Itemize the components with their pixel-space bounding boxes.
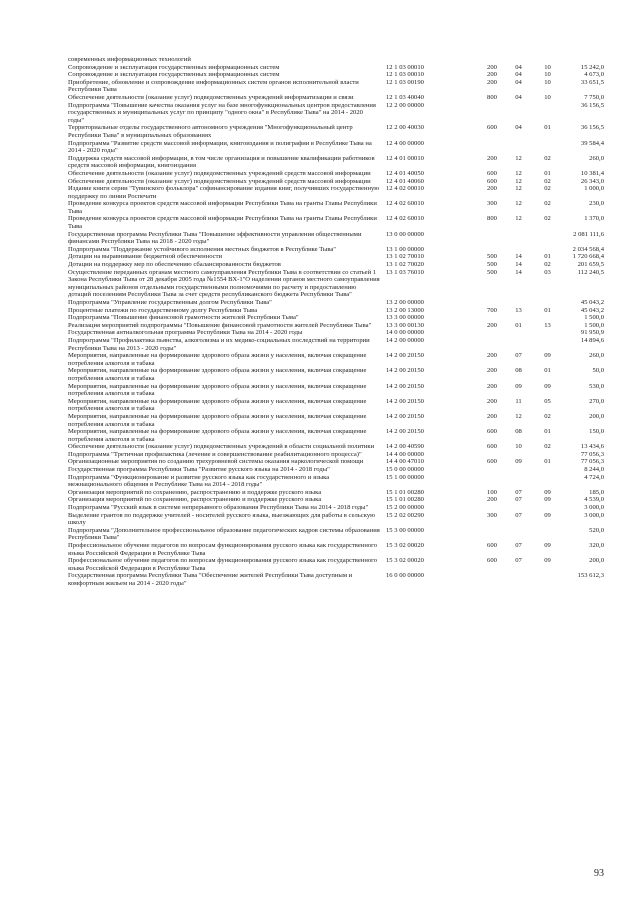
row-name: Государственная программа Республики Тыва "Обеспечение жителей Республики Тыва доступным и комфортным жильем на 2014 - 2020 годы": [68, 572, 353, 587]
expense-type: 200: [487, 397, 497, 405]
row-name: Территориальные отделы государственного автономного учреждения "Многофункциональный центр Республики Тыва" в муниципальных образованиях: [68, 124, 353, 139]
expense-type: 200: [487, 412, 497, 420]
table-row: [68, 269, 604, 299]
amount: 4 673,0: [584, 71, 604, 79]
row-name: Организация мероприятий по сохранению, распространению и поддержке русского языка: [68, 488, 322, 496]
row-name: Мероприятия, направленные на формирование здорового образа жизни у населения, включая сокращение потребления алкоголя и табака: [68, 397, 367, 413]
amount: 15 242,0: [580, 63, 604, 71]
table-row: [68, 572, 604, 587]
subsection-code: 01: [544, 124, 551, 132]
section-code: 12: [515, 154, 522, 162]
amount: 530,0: [589, 382, 604, 390]
subsection-code: 02: [544, 200, 551, 208]
target-article-code: 13 1 00 00000: [386, 245, 424, 253]
subsection-code: 09: [544, 542, 551, 549]
target-article-code: 15 2 00 00000: [386, 504, 424, 512]
row-name: Подпрограмма "Третичная профилактика (лечение и совершенствование реабилитационного процесса)": [68, 450, 362, 458]
amount: 3 000,0: [584, 511, 604, 519]
expense-type: 500: [487, 253, 497, 261]
target-article-code: 13 3 00 00000: [386, 314, 424, 322]
table-row: [68, 413, 604, 428]
subsection-code: 09: [544, 488, 551, 496]
table-row: [68, 329, 604, 337]
section-code: 08: [515, 367, 522, 375]
table-row: [68, 451, 604, 459]
amount: 1 370,0: [584, 215, 604, 223]
expense-type: 800: [487, 93, 497, 101]
table-row: [68, 504, 604, 512]
row-name: Государственная программа Республики Тыва "Повышение эффективности управления общественными финансами Республики Тыва на 2018 - 2020 годы": [68, 230, 362, 246]
row-name: Организационные мероприятия по созданию трехуровневой системы оказания наркологической помощи: [68, 458, 364, 466]
amount: 36 156,5: [580, 124, 604, 132]
table-row: [68, 246, 604, 254]
table-row: [68, 56, 604, 64]
amount: 36 156,5: [580, 101, 604, 109]
section-code: 12: [515, 169, 522, 177]
page-number: 93: [594, 868, 604, 879]
section-code: 04: [515, 124, 522, 132]
section-code: 10: [515, 443, 522, 451]
subsection-code: 02: [544, 215, 551, 223]
target-article-code: 15 3 00 00000: [386, 526, 424, 534]
section-code: 07: [515, 488, 522, 496]
table-row: [68, 140, 604, 155]
subsection-code: 10: [544, 93, 551, 101]
section-code: 04: [515, 78, 522, 86]
row-name: Подпрограмма "Функционирование и развитие русского языка как государственного и языка межнационального общения в Республике Тыва на 2014 - 2018 годы": [68, 473, 330, 489]
target-article-code: 13 3 00 00130: [386, 321, 424, 329]
section-code: 07: [515, 557, 522, 565]
amount: 14 894,6: [580, 336, 604, 344]
section-code: 04: [515, 71, 522, 79]
table-row: [68, 307, 604, 315]
row-name: Реализация мероприятий подпрограммы "Повышение финансовой грамотности жителей Республики Тыва": [68, 321, 372, 329]
row-name: Выделение грантов по поддержке учителей - носителей русского языка, выезжающих для работы в сельскую школу: [68, 511, 376, 527]
row-name: Процентные платежи по государственному долгу Республики Тыва: [68, 306, 258, 314]
target-article-code: 16 0 00 00000: [386, 572, 424, 580]
section-code: 11: [515, 397, 522, 405]
target-article-code: 14 2 00 20150: [386, 428, 424, 436]
row-name: Приобретение, обновление и сопровождение информационных систем органов исполнительной власти Республики Тыва: [68, 78, 359, 94]
expense-type: 200: [487, 352, 497, 360]
expense-type: 200: [487, 63, 497, 71]
table-row: [68, 337, 604, 352]
subsection-code: 01: [544, 367, 551, 375]
target-article-code: 13 1 02 70020: [386, 261, 424, 269]
section-code: 07: [515, 352, 522, 360]
table-row: [68, 215, 604, 230]
amount: 2 081 111,6: [573, 230, 604, 238]
table-row: [68, 466, 604, 474]
expense-type: 700: [487, 306, 497, 314]
subsection-code: 01: [544, 253, 551, 261]
subsection-code: 02: [544, 412, 551, 420]
target-article-code: 14 0 00 00000: [386, 329, 424, 337]
section-code: 04: [515, 93, 522, 101]
section-code: 12: [515, 200, 522, 208]
amount: 26 343,0: [580, 177, 604, 185]
row-name: Сопровождение и эксплуатация государственных информационных систем: [68, 63, 280, 71]
target-article-code: 12 1 03 40040: [386, 93, 424, 101]
target-article-code: 12 1 03 00010: [386, 71, 424, 79]
target-article-code: 12 2 00 00000: [386, 101, 424, 109]
table-row: [68, 458, 604, 466]
amount: 200,0: [589, 557, 604, 565]
row-name: Подпрограмма "Управление государственным долгом Республики Тыва": [68, 299, 272, 306]
row-name: Подпрограмма "Дополнительное профессиональное образование педагогических кадров системы образования Республики Тыва": [68, 526, 380, 542]
table-row: [68, 322, 604, 330]
amount: 1 500,0: [584, 314, 604, 322]
row-name: Обеспечение деятельности (оказание услуг) подведомственных учреждений информатизации и связи: [68, 93, 354, 101]
expense-type: 200: [487, 71, 497, 79]
target-article-code: 15 3 02 00020: [386, 542, 424, 549]
target-article-code: 15 1 01 00280: [386, 488, 424, 496]
row-name: Подпрограмма "Профилактика пьянства, алкоголизма и их медико-социальных последствий на территории Республики Тыва на 2013 - 2020 годы": [68, 336, 370, 352]
expense-type: 600: [487, 124, 497, 132]
table-row: [68, 367, 604, 382]
row-name: Подпрограмма "Повышение качества оказания услуг на базе многофункциональных центров предоставления государственных и муниципальных услуг по принципу "одного окна" в Республике Тыва" на 2014 - 2020 годы": [68, 101, 376, 124]
section-code: 14: [515, 261, 522, 269]
row-name: Издание книги серии "Тувинского фольклора" софинансирование издания книг, получивших государственную поддержку по линии Роспечати: [68, 185, 380, 200]
budget-table: [68, 56, 604, 588]
section-code: 13: [515, 306, 522, 314]
target-article-code: 15 1 01 00280: [386, 496, 424, 504]
target-article-code: 13 0 00 00000: [386, 230, 424, 238]
amount: 230,0: [589, 200, 604, 208]
expense-type: 100: [487, 488, 497, 496]
row-name: Мероприятия, направленные на формирование здорового образа жизни у населения, включая сокращение потребления алкоголя и табака: [68, 367, 367, 382]
row-name: Профессиональное обучение педагогов по вопросам функционирования русского языка как государственного языка Российской Федерации в Республике Тыва: [68, 542, 378, 557]
table-row: [68, 352, 604, 367]
table-row: [68, 398, 604, 413]
section-code: 07: [515, 496, 522, 504]
amount: 50,0: [592, 367, 604, 375]
table-row: [68, 185, 604, 200]
table-row: [68, 155, 604, 170]
subsection-code: 01: [544, 428, 551, 436]
table-row: [68, 64, 604, 72]
amount: 1 500,0: [584, 321, 604, 329]
expense-type: 600: [487, 177, 497, 185]
target-article-code: 12 4 02 60010: [386, 200, 424, 208]
amount: 4 539,0: [584, 496, 604, 504]
table-row: [68, 489, 604, 497]
amount: 77 056,3: [580, 450, 604, 458]
expense-type: 600: [487, 169, 497, 177]
target-article-code: 14 4 00 00000: [386, 450, 424, 458]
section-code: 09: [515, 382, 522, 390]
subsection-code: 05: [544, 397, 551, 405]
amount: 45 043,2: [580, 306, 604, 314]
section-code: 12: [515, 185, 522, 193]
subsection-code: 10: [544, 78, 551, 86]
expense-type: 200: [487, 321, 497, 329]
row-name: Обеспечение деятельности (оказание услуг) подведомственных учреждений в области социальной политики: [68, 443, 375, 451]
subsection-code: 01: [544, 306, 551, 314]
row-name: Профессиональное обучение педагогов по вопросам функционирования русского языка как государственного языка Российской Федерации в Республике Тыва: [68, 557, 378, 572]
amount: 201 659,5: [577, 261, 604, 269]
amount: 8 244,0: [584, 466, 604, 474]
target-article-code: 12 4 01 00010: [386, 154, 424, 162]
expense-type: 300: [487, 511, 497, 519]
expense-type: 800: [487, 215, 497, 223]
amount: 45 043,2: [580, 299, 604, 306]
amount: 185,0: [589, 488, 604, 496]
subsection-code: 02: [544, 154, 551, 162]
target-article-code: 13 1 02 70010: [386, 253, 424, 261]
table-row: [68, 443, 604, 451]
amount: 112 240,5: [577, 268, 604, 276]
amount: 260,0: [589, 154, 604, 162]
row-name: Мероприятия, направленные на формирование здорового образа жизни у населения, включая сокращение потребления алкоголя и табака: [68, 352, 367, 367]
target-article-code: 14 2 00 20150: [386, 382, 424, 390]
target-article-code: 14 2 00 20150: [386, 397, 424, 405]
table-row: [68, 178, 604, 186]
subsection-code: 10: [544, 63, 551, 71]
section-code: 12: [515, 215, 522, 223]
section-code: 08: [515, 428, 522, 436]
target-article-code: 12 4 00 00000: [386, 139, 424, 147]
table-row: [68, 542, 604, 557]
amount: 520,0: [589, 526, 604, 534]
expense-type: 600: [487, 458, 497, 466]
section-code: 07: [515, 511, 522, 519]
section-code: 09: [515, 458, 522, 466]
subsection-code: 13: [544, 321, 551, 329]
table-row: [68, 102, 604, 125]
section-code: 12: [515, 177, 522, 185]
row-name: Обеспечение деятельности (оказание услуг) подведомственных учреждений средств массовой информации: [68, 177, 371, 185]
target-article-code: 15 2 02 00290: [386, 511, 424, 519]
expense-type: 200: [487, 382, 497, 390]
subsection-code: 02: [544, 185, 551, 193]
section-code: 14: [515, 268, 522, 276]
target-article-code: 14 2 00 20150: [386, 412, 424, 420]
expense-type: 200: [487, 496, 497, 504]
row-name: Дотации на поддержку мер по обеспечению сбалансированности бюджетов: [68, 261, 281, 269]
amount: 1 000,0: [584, 185, 604, 193]
amount: 200,0: [589, 412, 604, 420]
amount: 10 381,4: [580, 169, 604, 177]
section-code: 12: [515, 412, 522, 420]
target-article-code: 15 0 00 00000: [386, 466, 424, 474]
target-article-code: 12 4 02 00010: [386, 185, 424, 193]
target-article-code: 14 2 00 40590: [386, 443, 424, 451]
subsection-code: 01: [544, 458, 551, 466]
table-row: [68, 79, 604, 94]
expense-type: 200: [487, 154, 497, 162]
expense-type: 200: [487, 78, 497, 86]
table-row: [68, 94, 604, 102]
table-row: [68, 299, 604, 307]
table-row: [68, 527, 604, 542]
subsection-code: 09: [544, 496, 551, 504]
row-name: Подпрограмма "Русский язык в системе непрерывного образования Республики Тыва на 2014 - 2018 годы": [68, 504, 369, 512]
expense-type: 600: [487, 557, 497, 565]
amount: 7 750,0: [584, 93, 604, 101]
expense-type: 600: [487, 443, 497, 451]
row-name: Дотации на выравнивание бюджетной обеспеченности: [68, 253, 223, 261]
expense-type: 500: [487, 268, 497, 276]
amount: 1 720 668,4: [572, 253, 604, 261]
section-code: 14: [515, 253, 522, 261]
row-name: Подпрограмма "Повышение финансовой грамотности жителей Республики Тыва": [68, 314, 299, 322]
target-article-code: 12 4 01 40050: [386, 169, 424, 177]
table-row: [68, 170, 604, 178]
row-name: Организация мероприятий по сохранению, распространению и поддержке русского языка: [68, 496, 322, 504]
table-row: [68, 71, 604, 79]
target-article-code: 12 4 01 40060: [386, 177, 424, 185]
row-name: Проведение конкурса проектов средств массовой информации Республики Тыва на гранты Главы Республики Тыва: [68, 215, 377, 231]
target-article-code: 14 2 00 00000: [386, 336, 424, 344]
subsection-code: 10: [544, 71, 551, 79]
target-article-code: 14 2 00 20150: [386, 352, 424, 360]
expense-type: 200: [487, 367, 497, 375]
expense-type: 300: [487, 200, 497, 208]
expense-type: 200: [487, 185, 497, 193]
amount: 150,0: [589, 428, 604, 436]
amount: 2 034 568,4: [572, 245, 604, 253]
target-article-code: 12 2 00 40030: [386, 124, 424, 132]
table-row: [68, 512, 604, 527]
table-row: [68, 496, 604, 504]
table-row: [68, 124, 604, 139]
row-name: Поддержка средств массовой информации, в том числе организация и повышение квалификации работников средств массовой информации, книгоиздания: [68, 154, 375, 170]
target-article-code: 15 1 00 00000: [386, 473, 424, 481]
target-article-code: 12 4 02 60010: [386, 215, 424, 223]
target-article-code: 13 2 00 13000: [386, 306, 424, 314]
amount: 91 950,9: [580, 329, 604, 337]
table-row: [68, 231, 604, 246]
row-name: Мероприятия, направленные на формирование здорового образа жизни у населения, включая сокращение потребления алкоголя и табака: [68, 428, 367, 443]
subsection-code: 02: [544, 443, 551, 451]
amount: 39 584,4: [580, 139, 604, 147]
amount: 270,0: [589, 397, 604, 405]
section-code: 07: [515, 542, 522, 549]
row-name: Сопровождение и эксплуатация государственных информационных систем: [68, 71, 280, 79]
subsection-code: 09: [544, 511, 551, 519]
subsection-code: 09: [544, 352, 551, 360]
amount: 153 612,3: [577, 572, 604, 580]
row-name: современных информационных технологий: [68, 56, 191, 63]
row-name: Обеспечение деятельности (оказание услуг) подведомственных учреждений средств массовой информации: [68, 169, 371, 177]
subsection-code: 03: [544, 268, 551, 276]
target-article-code: 12 1 03 00190: [386, 78, 424, 86]
row-name: Мероприятия, направленные на формирование здорового образа жизни у населения, включая сокращение потребления алкоголя и табака: [68, 412, 367, 428]
row-name: Подпрограмма "Развитие средств массовой информации, книгоиздания и полиграфии в Республике Тыва на 2014 - 2020 годы": [68, 139, 372, 155]
table-row: [68, 253, 604, 261]
amount: 4 724,0: [584, 473, 604, 481]
target-article-code: 14 4 00 47010: [386, 458, 424, 466]
table-row: [68, 261, 604, 269]
amount: 33 651,5: [580, 78, 604, 86]
subsection-code: 02: [544, 261, 551, 269]
target-article-code: 13 1 03 76010: [386, 268, 424, 276]
amount: 260,0: [589, 352, 604, 360]
row-name: Государственная программа Республики Тыва "Развитие русского языка на 2014 - 2018 годы": [68, 466, 330, 474]
subsection-code: 02: [544, 177, 551, 185]
table-row: [68, 557, 604, 572]
amount: 77 056,3: [580, 458, 604, 466]
section-code: 01: [515, 321, 522, 329]
expense-type: 600: [487, 428, 497, 436]
table-row: [68, 314, 604, 322]
row-name: Осуществление переданных органам местного самоуправления Республики Тыва в соответствии со статьей 1 Закона Республики Тыва от 28 декабря 2005 года №1554 ВХ-1"О наделении органов местного самоуправления муниципальных районов отдельными государственными полномочиями по расчету и предоставлению дотаций поселениям Республики Тыва за счет средств республиканского бюджета Республики Тыва": [68, 268, 380, 299]
row-name: Мероприятия, направленные на формирование здорового образа жизни у населения, включая сокращение потребления алкоголя и табака: [68, 382, 367, 398]
row-name: Государственная антиалкогольная программа Республики Тыва на 2014 - 2020 годы: [68, 329, 303, 337]
target-article-code: 14 2 00 20150: [386, 367, 424, 375]
subsection-code: 09: [544, 557, 551, 565]
table-row: [68, 200, 604, 215]
subsection-code: 09: [544, 382, 551, 390]
table-row: [68, 383, 604, 398]
amount: 320,0: [589, 542, 604, 549]
target-article-code: 12 1 03 00010: [386, 63, 424, 71]
subsection-code: 01: [544, 169, 551, 177]
table-row: [68, 428, 604, 443]
section-code: 04: [515, 63, 522, 71]
amount: 3 000,0: [584, 504, 604, 512]
expense-type: 500: [487, 261, 497, 269]
amount: 13 434,6: [580, 443, 604, 451]
row-name: Подпрограмма "Поддержание устойчивого исполнения местных бюджетов в Республике Тыва": [68, 245, 336, 253]
target-article-code: 13 2 00 00000: [386, 299, 424, 306]
expense-type: 600: [487, 542, 497, 549]
table-row: [68, 474, 604, 489]
row-name: Проведение конкурса проектов средств массовой информации Республики Тыва на гранты Главы Республики Тыва: [68, 200, 377, 215]
target-article-code: 15 3 02 00020: [386, 557, 424, 565]
